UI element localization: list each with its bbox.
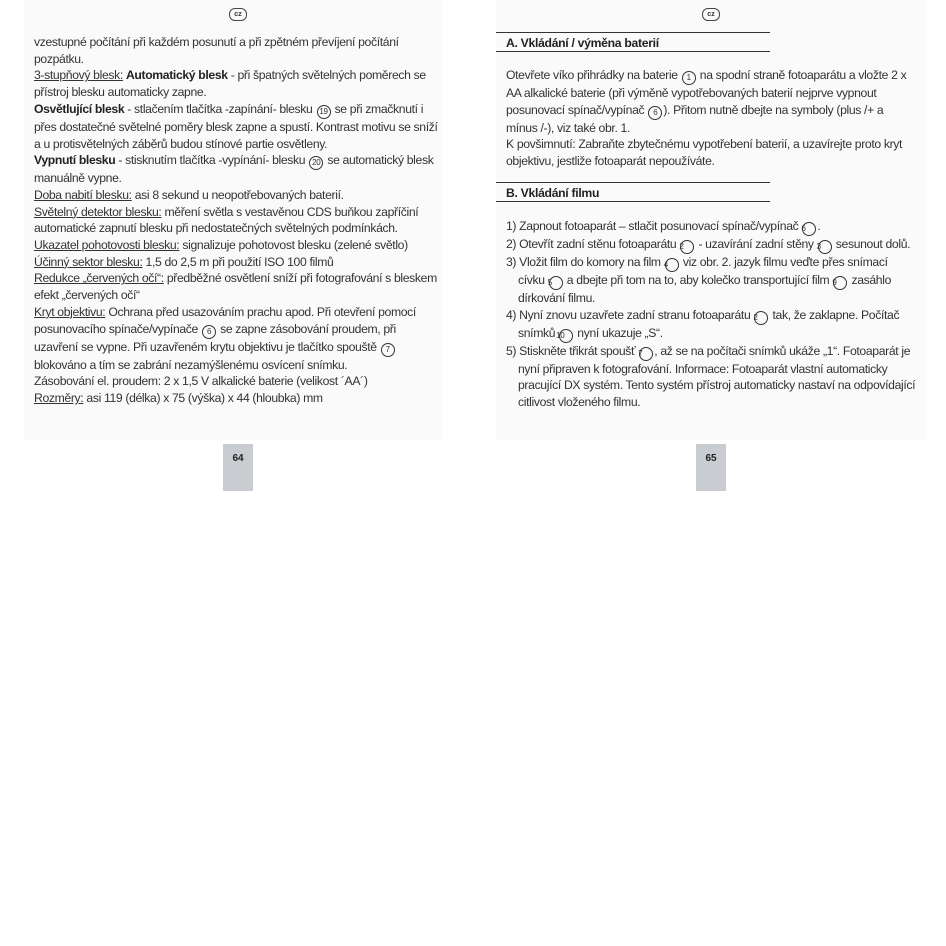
ref-number-2: 2 xyxy=(754,311,768,325)
paragraph-flash-3-stage: 3-stupňový blesk: Automatický blesk - při špatných světelných poměrech se přístroj blesku automaticky zapne. xyxy=(34,68,426,100)
ref-number-6: 6 xyxy=(202,325,216,339)
language-badge-right: cz xyxy=(702,8,720,21)
paragraph-charge-time: Doba nabití blesku: asi 8 sekund u neopotřebovaných baterií. xyxy=(34,187,344,202)
step-3: 3) Vložit film do komory na film 4 viz obr. 2. jazyk filmu veďte přes snímací cívku 5 a dbejte při tom na to, aby kolečko transportující film 9 zasáhlo dírkování filmu. xyxy=(506,255,892,305)
paragraph-power: Zásobování el. proudem: 2 x 1,5 V alkalické baterie (velikost ´AA´) xyxy=(34,374,368,389)
paragraph-light-sensor: Světelný detektor blesku: měření světla s vestavěnou CDS buňkou zapříčiní automatické zapnutí blesku při nedostatečných světelných podmínkách. xyxy=(34,204,419,236)
ref-number-7: 7 xyxy=(381,343,395,357)
step-1: 1) Zapnout fotoaparát – stlačit posunovací spínač/vypínač 6 . xyxy=(506,218,916,236)
ref-number-6: 6 xyxy=(802,222,816,236)
left-page-text xyxy=(34,34,442,407)
ref-number-6: 6 xyxy=(648,106,662,120)
paragraph-insert-batteries: Otevřete víko přihrádky na baterie 1 na spodní straně fotoaparátu a vložte 2 x AA alkalické baterie (při výměně vypotřebovaných baterií nejprve vypnout posunovací spínač/vypínač 6 ). Přitom nutně dbejte na symboly (plus /+ a mínus /-), viz také obr. 1. xyxy=(506,68,907,135)
paragraph-ready-indicator: Ukazatel pohotovosti blesku: signalizuje pohotovost blesku (zelené světlo) xyxy=(34,238,408,253)
page-number-left: 64 xyxy=(223,444,253,491)
ref-number-4: 4 xyxy=(665,258,679,272)
ref-number-10: 10 xyxy=(559,329,573,343)
paragraph-flash-range: Účinný sektor blesku: 1,5 do 2,5 m při použití ISO 100 filmů xyxy=(34,254,334,269)
section-b-steps xyxy=(506,218,916,411)
step-4: 4) Nyní znovu uzavřete zadní stranu fotoaparátu 2 tak, že zaklapne. Počítač snímků 10 nyní ukazuje „S“. xyxy=(506,307,916,343)
page-number-right: 65 xyxy=(696,444,726,491)
ref-number-5: 5 xyxy=(549,276,563,290)
step-2: 2) Otevřít zadní stěnu fotoaparátu 2 - uzavírání zadní stěny 3 sesunout dolů. xyxy=(506,236,916,254)
section-b-heading: B. Vkládání filmu xyxy=(496,182,770,202)
ref-number-7: 7 xyxy=(639,347,653,361)
section-a-heading: A. Vkládání / výměna baterií xyxy=(496,32,770,52)
ref-number-2: 2 xyxy=(680,240,694,254)
ref-number-3: 3 xyxy=(818,240,832,254)
ref-number-1: 1 xyxy=(682,71,696,85)
paragraph-lens-cover: Kryt objektivu: Ochrana před usazováním prachu apod. Při otevření pomocí posunovacího spínače/vypínače 6 se zapne zásobování proudem, při uzavření se vypne. Při uzavřeném krytu objektivu je tlačítko spouště 7 blokováno a tím se zabrání nezamýšlenému osvícení snímku. xyxy=(34,304,416,372)
ref-number-20: 20 xyxy=(309,156,323,170)
paragraph-dimensions: Rozměry: asi 119 (délka) x 75 (výška) x 44 (hloubka) mm xyxy=(34,390,323,405)
step-5: 5) Stiskněte třikrát spoušť 7 , až se na počítači snímků ukáže „1“. Fotoaparát je nyní připraven k fotografování. Informace: Fotoaparát vlastní automaticky pracující DX systém. Tento systém přístroj automaticky nastaví na odpovídající citlivost vloženého filmu. xyxy=(506,343,916,410)
paragraph-counter: vzestupné počítání při každém posunutí a při zpětném převíjení počítání pozpátku. xyxy=(34,35,399,66)
paragraph-flash-off: Vypnutí blesku - stisknutím tlačítka -vypínání- blesku 20 se automatický blesk manuálně vypne. xyxy=(34,153,434,186)
paragraph-red-eye: Redukce „červených očí“: předběžné osvětlení sníží při fotografování s bleskem efekt „červených očí“ xyxy=(34,271,437,303)
paragraph-battery-note: K povšimnutí: Zabraňte zbytečnému vypotřebení baterií, a uzavírejte proto kryt objektivu, jestliže fotoaparát nepoužíváte. xyxy=(506,137,903,169)
language-badge-left: cz xyxy=(229,8,247,21)
ref-number-9: 9 xyxy=(833,276,847,290)
ref-number-19: 19 xyxy=(317,105,331,119)
paragraph-fill-flash: Osvětlující blesk - stlačením tlačítka -zapínání- blesku 19 se při zmačknutí i přes dostatečné světelné poměry blesk zapne a spustí. Kontrast motivu se sníží a u protisvětelných záběrů budou stínové partie osvětleny. xyxy=(34,101,438,151)
section-a-text xyxy=(506,67,916,170)
